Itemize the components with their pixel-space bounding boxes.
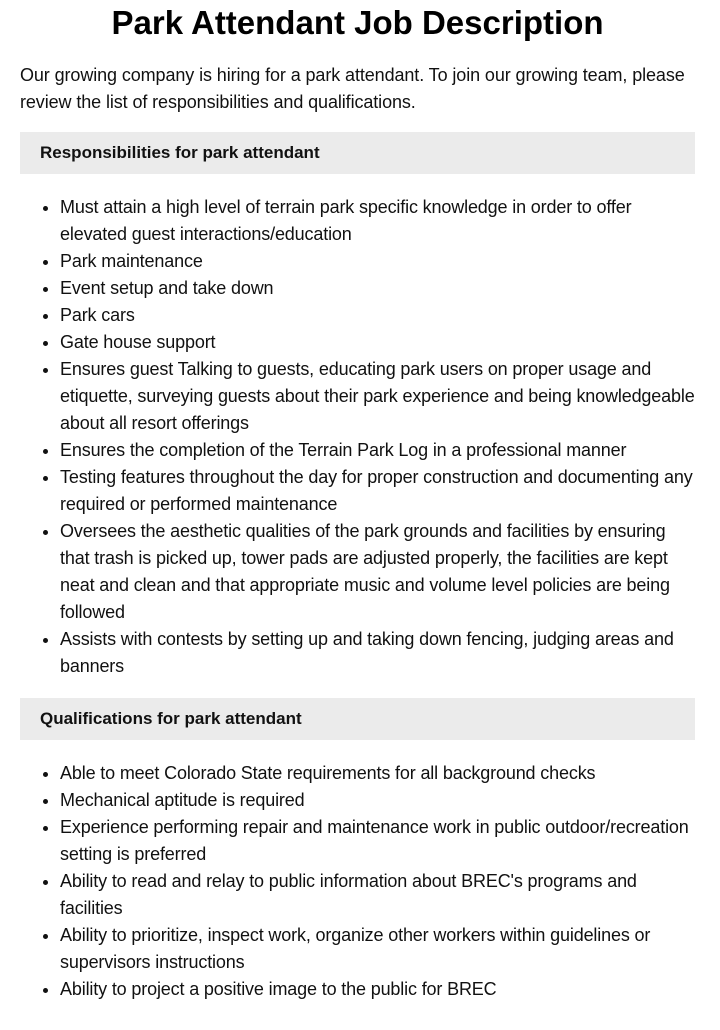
list-item: • Park maintenance [60,248,695,275]
list-item: • Ability to project a positive image to the public for BREC [60,976,695,1003]
list-item: • Gate house support [60,329,695,356]
list-item: • Must attain a high level of terrain park specific knowledge in order to offer elevated guest interactions/education [60,194,695,248]
list-item: • Park cars [60,302,695,329]
qualifications-list [20,760,695,1003]
responsibilities-list [20,194,695,680]
list-item: • Ability to prioritize, inspect work, organize other workers within guidelines or supervisors instructions [60,922,695,976]
intro-paragraph: Our growing company is hiring for a park attendant. To join our growing team, please review the list of responsibilities and qualifications. [20,65,685,112]
list-item: • Able to meet Colorado State requirements for all background checks [60,760,695,787]
list-item: • Assists with contests by setting up and taking down fencing, judging areas and banners [60,626,695,680]
list-item: • Testing features throughout the day for proper construction and documenting any required or performed maintenance [60,464,695,518]
qualifications-heading: Qualifications for park attendant [20,698,695,740]
list-item: • Ability to read and relay to public information about BREC's programs and facilities [60,868,695,922]
list-item: • Ensures guest Talking to guests, educating park users on proper usage and etiquette, surveying guests about their park experience and being knowledgeable about all resort offerings [60,356,695,437]
list-item: • Mechanical aptitude is required [60,787,695,814]
list-item: • Ensures the completion of the Terrain Park Log in a professional manner [60,437,695,464]
page-title: Park Attendant Job Description [111,4,604,41]
responsibilities-heading: Responsibilities for park attendant [20,132,695,174]
list-item: • Oversees the aesthetic qualities of the park grounds and facilities by ensuring that trash is picked up, tower pads are adjusted properly, the facilities are kept neat and clean and that appropriate music and volume level policies are being followed [60,518,695,626]
list-item: • Event setup and take down [60,275,695,302]
list-item: • Experience performing repair and maintenance work in public outdoor/recreation setting is preferred [60,814,695,868]
